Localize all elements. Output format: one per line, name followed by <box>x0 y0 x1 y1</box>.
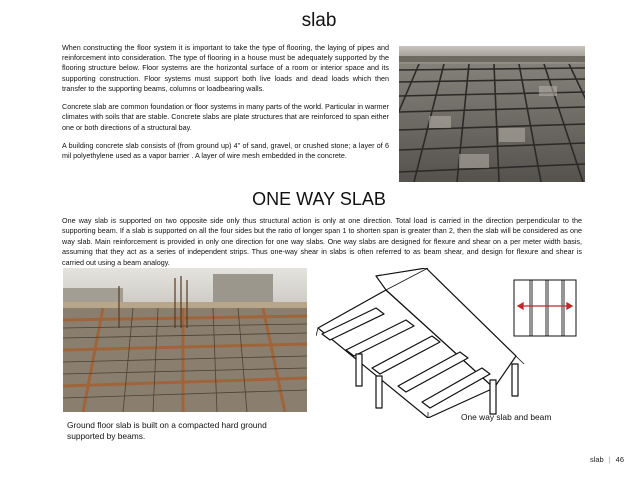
section-title: ONE WAY SLAB <box>252 189 386 209</box>
one-way-slab-paragraph: One way slab is supported on two opposite side only thus structural action is only at one direction. Total load is carried in the direction perpendicular to the supporting beam. If a slab is supported on all the four sides but the ratio of longer span 1 to shorten span is greater than 2, then the slab will be considered as one way slab. Main reinforcement is provided in only one direction for one way slabs. One way slabs are designed for flexure and shear on a per meter width basis, assuming that they act as a series of independent strips. Thus one-way shear in slabs is often referred to as beam shear, and design for flexure and shear is carried out using a beam analogy. <box>62 216 582 267</box>
intro-paragraph: Concrete slab are common foundation or floor systems in many parts of the world. Particular in warmer climates with soils that are stable. Concrete slabs are plate structures that are reinforced to span either one or both directions of a structural bay. <box>62 102 389 132</box>
ground-floor-slab-photo <box>63 268 307 412</box>
rebar-mesh-photo <box>399 46 585 182</box>
strip-detail-inset <box>514 280 576 336</box>
footer-separator: | <box>608 455 611 464</box>
page-number: 46 <box>615 455 624 464</box>
caption-ground-floor-slab: Ground floor slab is built on a compacted hard ground supported by beams. <box>67 420 267 442</box>
footer-label: slab <box>589 455 604 464</box>
intro-paragraph: A building concrete slab consists of (from ground up) 4" of sand, gravel, or crushed stone; a layer of 6 mil polyethylene used as a vapor barrier . A layer of wire mesh embedded in the concrete. <box>62 140 389 160</box>
intro-paragraph: When constructing the floor system it is important to take the type of flooring, the laying of pipes and reinforcement into consideration. The type of flooring in a house must be adequately supported by the flooring structure below. Floor systems are the horizontal surface of a room or interior space and its supporting construction. Floor systems must support both live loads and dead loads which then transfer to the supporting beams, columns or loadbearing walls. <box>62 43 389 93</box>
caption-one-way-slab-beam: One way slab and beam <box>461 412 552 422</box>
intro-text <box>62 43 389 169</box>
page-footer <box>590 455 624 464</box>
one-way-slab-beam-diagram <box>316 268 580 418</box>
page-title: slab <box>301 10 337 31</box>
